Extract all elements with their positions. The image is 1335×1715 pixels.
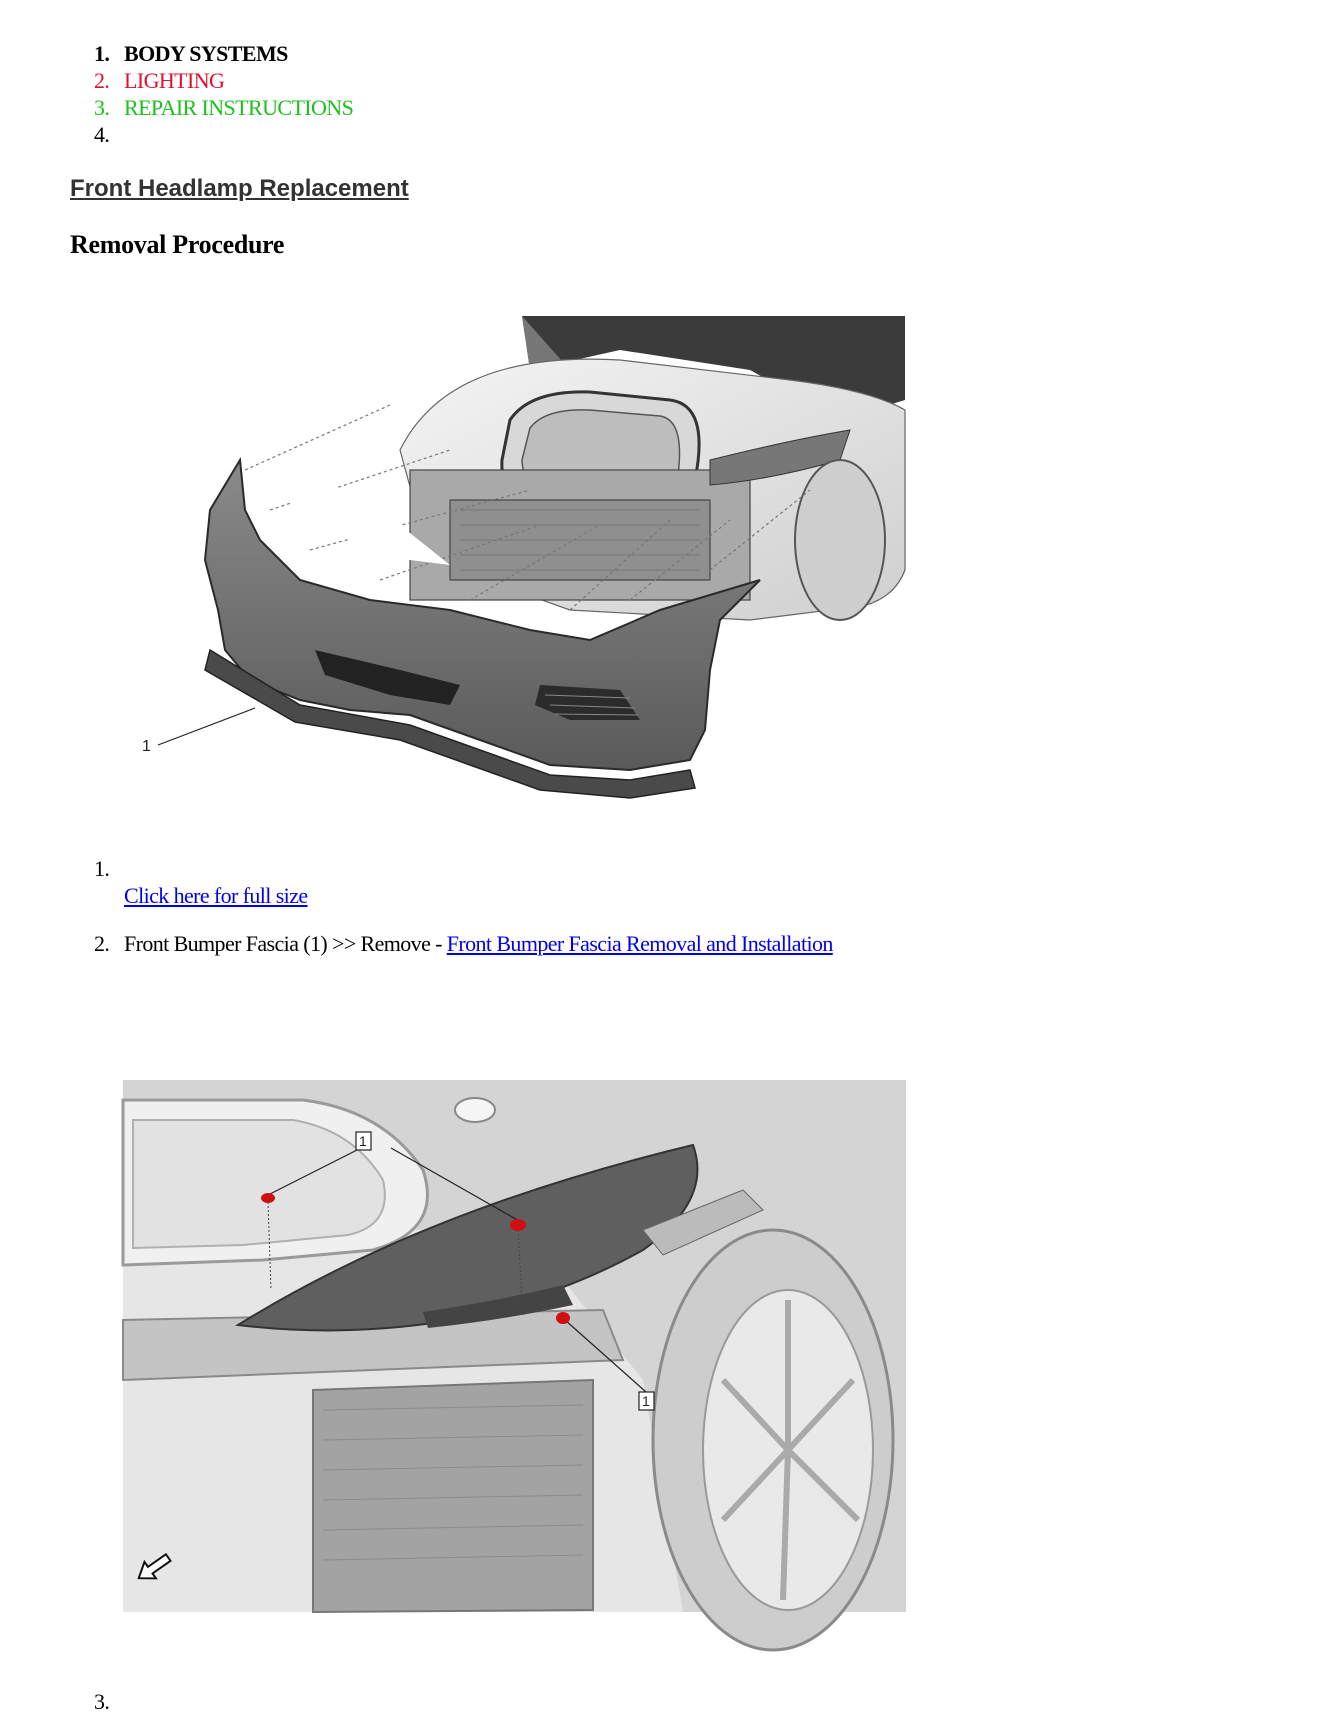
breadcrumb-number: 3.	[94, 95, 110, 120]
callout-1-top	[356, 1132, 371, 1150]
step-number: 3.	[94, 1689, 110, 1714]
callout-1-bottom	[639, 1392, 654, 1410]
breadcrumb-label: REPAIR INSTRUCTIONS	[124, 95, 354, 120]
breadcrumb-number: 2.	[94, 68, 110, 93]
callout-number: 1	[642, 1393, 650, 1409]
callout-number: 1	[359, 1133, 367, 1149]
callout-leader	[158, 708, 255, 745]
breadcrumb-number: 1.	[94, 41, 110, 66]
full-size-link[interactable]: Click here for full size	[124, 883, 308, 908]
step-number: 2.	[94, 931, 110, 956]
page-title: Front Headlamp Replacement	[70, 175, 409, 202]
fastener-bolt	[510, 1219, 526, 1231]
step-text: Front Bumper Fascia (1) >> Remove -	[124, 931, 447, 956]
section-title: Removal Procedure	[70, 230, 285, 259]
fastener-bolt	[556, 1312, 570, 1324]
fastener-bolt	[261, 1193, 275, 1203]
step-2-text	[124, 930, 833, 957]
callout-1: 1	[142, 738, 151, 755]
fluid-cap	[455, 1098, 495, 1122]
headlamp-fastener-illustration	[123, 1080, 906, 1612]
breadcrumb-label: BODY SYSTEMS	[124, 41, 288, 66]
breadcrumb-label: LIGHTING	[124, 68, 225, 93]
front-bumper-fascia-illustration	[142, 310, 910, 840]
front-wheel	[795, 460, 885, 620]
fascia-removal-link[interactable]: Front Bumper Fascia Removal and Installation	[446, 931, 833, 956]
step-number: 1.	[94, 856, 110, 881]
step-1-link-row	[124, 882, 308, 909]
breadcrumb-number: 4.	[94, 122, 110, 147]
